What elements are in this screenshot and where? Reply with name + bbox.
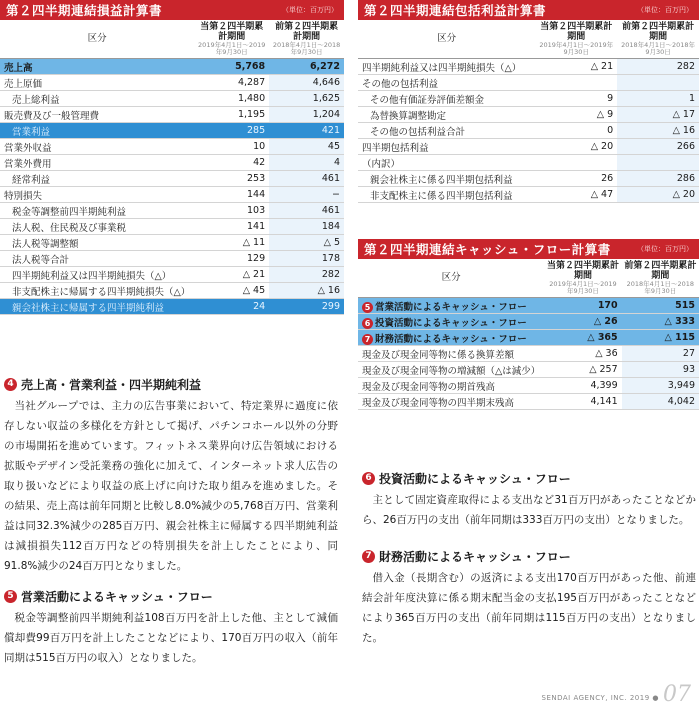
row-label [0, 235, 194, 251]
row-label [358, 91, 535, 107]
article-revenue-profit-heading [4, 376, 338, 393]
left-column [0, 0, 344, 664]
row-label [0, 299, 194, 315]
income-statement-title: 第２四半期連結損益計算書 [6, 3, 163, 18]
cashflow-table-body [358, 298, 699, 410]
table-row [358, 155, 699, 171]
cashflow-statement-header [358, 239, 699, 259]
table-row [358, 75, 699, 91]
prior-period-value: 1,204 [269, 107, 344, 123]
cashflow-prior-period-header [622, 259, 699, 298]
row-label [358, 123, 535, 139]
row-label-text: 営業利益 [12, 126, 51, 138]
cashflow-category-header: 区分 [358, 259, 544, 298]
prior-period-value: 286 [617, 171, 699, 187]
prior-period-value: 184 [269, 219, 344, 235]
comprehensive-category-header: 区分 [358, 20, 535, 59]
cashflow-statement-unit: （単位：百万円） [637, 245, 693, 253]
table-row [358, 298, 699, 314]
prior-period-value: 515 [622, 298, 699, 314]
current-period-value: 285 [194, 123, 269, 139]
article-investing-cashflow-heading [362, 470, 696, 487]
article-operating-cashflow [4, 588, 338, 668]
comprehensive-income-table [358, 20, 699, 203]
article-number-badge: 5 [4, 590, 17, 603]
current-period-value: △ 20 [535, 139, 617, 155]
prior-period-value: △ 115 [622, 330, 699, 346]
income-table-header-row [0, 20, 344, 59]
row-number-badge: 7 [362, 334, 373, 345]
prior-period-value: 461 [269, 203, 344, 219]
row-label-text: 四半期包括利益 [362, 142, 429, 154]
table-row [358, 187, 699, 203]
row-label [0, 59, 194, 75]
table-row [0, 139, 344, 155]
row-label [0, 107, 194, 123]
table-row [0, 91, 344, 107]
current-period-value: △ 21 [535, 59, 617, 75]
row-number-badge: 5 [362, 302, 373, 313]
article-operating-cashflow-body: 税金等調整前四半期純利益108百万円を計上した他、主として減価償却費99百万円を計上したことなどにより、170百万円の収入（前年同期は515百万円の収入）となりました。 [4, 612, 338, 664]
current-period-value: 1,195 [194, 107, 269, 123]
row-label [358, 139, 535, 155]
table-row [0, 187, 344, 203]
row-label-text: 法人税等合計 [12, 254, 70, 266]
table-row [358, 346, 699, 362]
prior-period-value: 4,042 [622, 394, 699, 410]
article-revenue-profit [4, 376, 338, 576]
prior-period-value: △ 5 [269, 235, 344, 251]
row-label [0, 123, 194, 139]
row-label-text: 親会社株主に帰属する四半期純利益 [12, 302, 165, 314]
row-label-text: 親会社株主に係る四半期包括利益 [370, 174, 513, 186]
cashflow-prior-period-dates: 2018年4月1日〜2018年9月30日 [626, 280, 694, 295]
article-revenue-profit-body: 当社グループでは、主力の広告事業において、特定業界に過度に依存しない収益の多様化を方針として掲げ、パチンコホール以外の分野の市場開拓を進めています。フィットネス業界向け広告領域における拡販やデザイン受託業務の強化に加えて、インターネット求人広告の取り扱いなどにより収益の底上げに向けた取り組みを進めました。その結果、売上高は前年同期と比較し8.0%減少の5,768百万円、営業利益は同32.3%減少の285百万円、親会社株主に帰属する四半期純利益は減損損失112百万円などの特別損失を計上したことにより、同91.8%減少の24百万円となりました。 [4, 400, 338, 572]
current-period-value: 42 [194, 155, 269, 171]
prior-period-value: 27 [622, 346, 699, 362]
prior-period-value: 461 [269, 171, 344, 187]
comprehensive-prior-period-header [617, 20, 699, 59]
income-prior-period-name: 前第２四半期累計期間 [275, 22, 339, 42]
row-label [0, 203, 194, 219]
prior-period-value: 266 [617, 139, 699, 155]
cashflow-statement-table [358, 259, 699, 410]
row-label [0, 91, 194, 107]
row-label-text: （内訳） [362, 158, 401, 170]
row-label [358, 107, 535, 123]
row-label-text: 非支配株主に帰属する四半期純損失（△） [12, 286, 191, 298]
current-period-value: 9 [535, 91, 617, 107]
row-label-text: その他の包括利益 [362, 78, 439, 90]
current-period-value: △ 257 [544, 362, 621, 378]
current-period-value: 26 [535, 171, 617, 187]
article-financing-cashflow-title: 財務活動によるキャッシュ・フロー [379, 550, 571, 564]
prior-period-value [617, 75, 699, 91]
prior-period-value: 4 [269, 155, 344, 171]
current-period-value: △ 47 [535, 187, 617, 203]
row-label [0, 171, 194, 187]
current-period-value [535, 75, 617, 91]
row-label [0, 139, 194, 155]
row-label [358, 314, 544, 330]
row-number-badge: 6 [362, 318, 373, 329]
article-financing-cashflow [362, 548, 696, 648]
row-label [358, 346, 544, 362]
table-row [358, 107, 699, 123]
comprehensive-table-header-row [358, 20, 699, 59]
row-label [358, 171, 535, 187]
current-period-value: △ 26 [544, 314, 621, 330]
prior-period-value: △ 17 [617, 107, 699, 123]
table-row [358, 139, 699, 155]
prior-period-value: 1 [617, 91, 699, 107]
row-label [358, 378, 544, 394]
row-label [0, 267, 194, 283]
row-label-text: 投資活動によるキャッシュ・フロー [375, 317, 527, 329]
article-revenue-profit-title: 売上高・営業利益・四半期純利益 [21, 378, 202, 392]
current-period-value: △ 365 [544, 330, 621, 346]
table-row [0, 283, 344, 299]
row-label [0, 219, 194, 235]
prior-period-value: 178 [269, 251, 344, 267]
comprehensive-income-title: 第２四半期連結包括利益計算書 [364, 3, 547, 18]
prior-period-value: △ 333 [622, 314, 699, 330]
income-category-header: 区分 [0, 20, 194, 59]
prior-period-value: 6,272 [269, 59, 344, 75]
table-row [358, 59, 699, 75]
row-label-text: 為替換算調整勘定 [370, 110, 447, 122]
prior-period-value: △ 16 [617, 123, 699, 139]
row-label-text: 特別損失 [4, 190, 43, 202]
prior-period-value: 282 [269, 267, 344, 283]
row-label-text: 四半期純利益又は四半期純損失（△） [12, 270, 172, 282]
row-label-text: 売上原価 [4, 78, 43, 90]
section-spacer [358, 203, 699, 239]
table-row [0, 123, 344, 139]
row-label-text: 販売費及び一般管理費 [4, 110, 100, 122]
comprehensive-current-period-name: 当第２四半期累計期間 [540, 22, 613, 42]
comprehensive-income-unit: （単位：百万円） [637, 6, 693, 14]
current-period-value: 10 [194, 139, 269, 155]
table-row [358, 394, 699, 410]
row-label-text: 現金及び現金同等物に係る換算差額 [362, 349, 515, 361]
current-period-value: △ 11 [194, 235, 269, 251]
prior-period-value: 299 [269, 299, 344, 315]
prior-period-value: 282 [617, 59, 699, 75]
article-operating-cashflow-title: 営業活動によるキャッシュ・フロー [21, 590, 213, 604]
cashflow-current-period-name: 当第２四半期累計期間 [546, 261, 619, 281]
row-label-text: その他の包括利益合計 [370, 126, 466, 138]
current-period-value: △ 21 [194, 267, 269, 283]
row-label-text: 営業外収益 [4, 142, 52, 154]
prior-period-value: 4,646 [269, 75, 344, 91]
article-investing-cashflow-body: 主として固定資産取得による支出など31百万円があったことなどから、26百万円の支出（前年同期は333百万円の支出）となりました。 [362, 494, 696, 526]
comprehensive-income-header [358, 0, 699, 20]
page-number: 07 [663, 682, 691, 707]
current-period-value: 141 [194, 219, 269, 235]
table-row [0, 155, 344, 171]
article-investing-cashflow-title: 投資活動によるキャッシュ・フロー [379, 472, 571, 486]
cashflow-statement-title: 第２四半期連結キャッシュ・フロー計算書 [364, 242, 611, 257]
current-period-value [535, 155, 617, 171]
row-label-text: 財務活動によるキャッシュ・フロー [375, 333, 527, 345]
cashflow-prior-period-name: 前第２四半期累計期間 [624, 261, 697, 281]
table-row [0, 59, 344, 75]
current-period-value: 0 [535, 123, 617, 139]
comprehensive-current-period-dates: 2019年4月1日〜2019年9月30日 [539, 41, 614, 56]
footer-brand: SENDAI AGENCY, INC. 2019 ● [541, 694, 659, 702]
comprehensive-prior-period-dates: 2018年4月1日〜2018年9月30日 [621, 41, 695, 56]
prior-period-value: 93 [622, 362, 699, 378]
table-row [358, 171, 699, 187]
current-period-value: 4,287 [194, 75, 269, 91]
comprehensive-current-period-header [535, 20, 617, 59]
table-row [0, 235, 344, 251]
current-period-value: 24 [194, 299, 269, 315]
table-row [358, 362, 699, 378]
row-label-text: 非支配株主に係る四半期包括利益 [370, 190, 513, 202]
article-financing-cashflow-heading [362, 548, 696, 565]
prior-period-value: △ 16 [269, 283, 344, 299]
table-row [358, 330, 699, 346]
article-financing-cashflow-body: 借入金（長期含む）の返済による支出170百万円があった他、前連結会計年度決算に係る期末配当金の支払195百万円があったことなどにより365百万円の支出（前年同期は115百万円の支出）となりました。 [362, 572, 696, 644]
row-label-text: 売上総利益 [12, 94, 60, 106]
prior-period-value: 1,625 [269, 91, 344, 107]
current-period-value: 4,141 [544, 394, 621, 410]
prior-period-value: 45 [269, 139, 344, 155]
row-label-text: 法人税、住民税及び事業税 [12, 222, 127, 234]
right-column [358, 0, 699, 644]
cashflow-current-period-header [544, 259, 621, 298]
cashflow-table-header-row [358, 259, 699, 298]
prior-period-value [617, 155, 699, 171]
prior-period-value: − [269, 187, 344, 203]
table-row [358, 378, 699, 394]
current-period-value: △ 9 [535, 107, 617, 123]
row-label-text: 経常利益 [12, 174, 51, 186]
row-label-text: 営業外費用 [4, 158, 52, 170]
comprehensive-prior-period-name: 前第２四半期累計期間 [622, 22, 695, 42]
table-row [0, 203, 344, 219]
current-period-value: 1,480 [194, 91, 269, 107]
row-label [358, 298, 544, 314]
row-label-text: 法人税等調整額 [12, 238, 79, 250]
current-period-value: △ 36 [544, 346, 621, 362]
income-table-body [0, 59, 344, 315]
table-row [0, 107, 344, 123]
table-row [358, 123, 699, 139]
row-label [358, 394, 544, 410]
row-label [358, 155, 535, 171]
income-statement-header [0, 0, 344, 20]
row-label [358, 75, 535, 91]
row-label-text: 現金及び現金同等物の増減額（△は減少） [362, 365, 541, 377]
comprehensive-table-body [358, 59, 699, 203]
income-current-period-name: 当第２四半期累計期間 [200, 22, 264, 42]
table-row [358, 314, 699, 330]
row-label-text: その他有価証券評価差額金 [370, 94, 485, 106]
table-row [0, 267, 344, 283]
row-label [358, 362, 544, 378]
row-label [0, 75, 194, 91]
row-label [358, 59, 535, 75]
table-row [0, 251, 344, 267]
current-period-value: △ 45 [194, 283, 269, 299]
current-period-value: 5,768 [194, 59, 269, 75]
article-operating-cashflow-heading [4, 588, 338, 605]
income-current-period-header [194, 20, 269, 59]
article-number-badge: 4 [4, 378, 17, 391]
row-label-text: 税金等調整前四半期純利益 [12, 206, 127, 218]
prior-period-value: 421 [269, 123, 344, 139]
table-row [0, 219, 344, 235]
current-period-value: 103 [194, 203, 269, 219]
row-label [0, 283, 194, 299]
current-period-value: 253 [194, 171, 269, 187]
row-label [0, 187, 194, 203]
page-footer [542, 684, 691, 706]
article-investing-cashflow [362, 470, 696, 530]
prior-period-value: 3,949 [622, 378, 699, 394]
current-period-value: 144 [194, 187, 269, 203]
row-label-text: 売上高 [4, 62, 33, 74]
row-label [358, 187, 535, 203]
row-label [0, 251, 194, 267]
table-row [0, 299, 344, 315]
income-current-period-dates: 2019年4月1日〜2019年9月30日 [198, 41, 266, 56]
row-label-text: 営業活動によるキャッシュ・フロー [375, 301, 527, 313]
income-prior-period-dates: 2018年4月1日〜2018年9月30日 [272, 41, 341, 56]
current-period-value: 170 [544, 298, 621, 314]
current-period-value: 4,399 [544, 378, 621, 394]
income-statement-unit: （単位：百万円） [282, 6, 338, 14]
table-row [358, 91, 699, 107]
row-label [0, 155, 194, 171]
article-number-badge: 7 [362, 550, 375, 563]
row-label-text: 現金及び現金同等物の四半期末残高 [362, 397, 515, 409]
income-statement-table [0, 20, 344, 315]
cashflow-current-period-dates: 2019年4月1日〜2019年9月30日 [549, 280, 617, 295]
income-prior-period-header [269, 20, 344, 59]
article-number-badge: 6 [362, 472, 375, 485]
row-label [358, 330, 544, 346]
table-row [0, 171, 344, 187]
row-label-text: 現金及び現金同等物の期首残高 [362, 381, 496, 393]
prior-period-value: △ 20 [617, 187, 699, 203]
current-period-value: 129 [194, 251, 269, 267]
row-label-text: 四半期純利益又は四半期純損失（△） [362, 62, 522, 74]
table-row [0, 75, 344, 91]
